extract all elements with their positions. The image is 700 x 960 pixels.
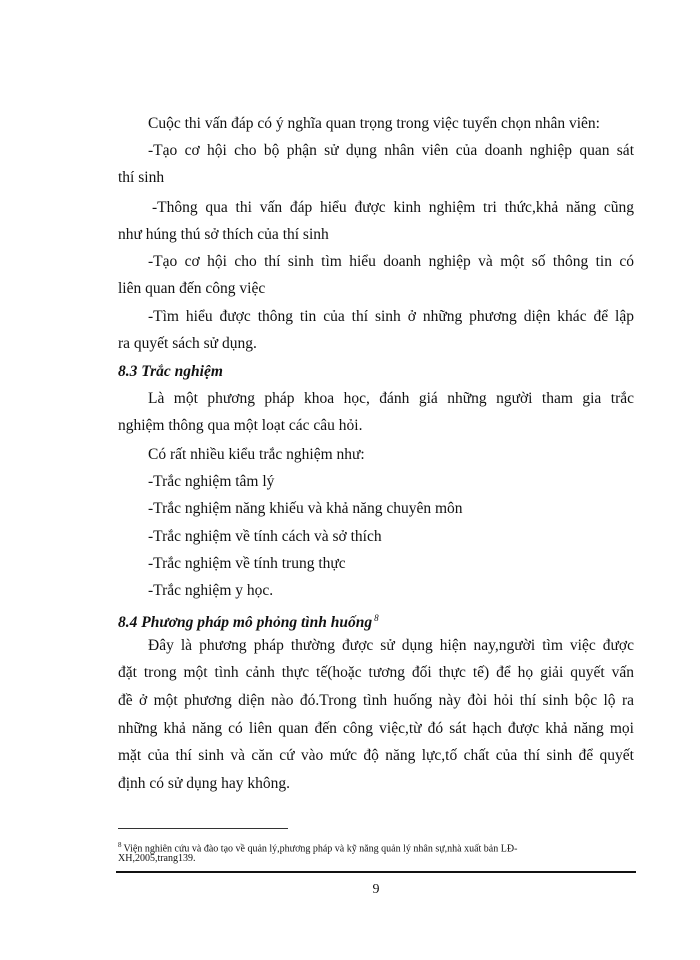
- paragraph-line: liên quan đến công việc: [118, 280, 266, 297]
- list-item: -Trắc nghiệm năng khiếu và khả năng chuyên môn: [148, 500, 463, 517]
- paragraph-line: những khả năng có liên quan đến công việc,từ đó sát hạch được khả năng mọi: [118, 720, 634, 737]
- paragraph-line: như húng thú sở thích của thí sinh: [118, 226, 329, 243]
- footnote-line: XH,2005,trang139.: [118, 853, 196, 864]
- paragraph-line: Cuộc thi vấn đáp có ý nghĩa quan trọng trong việc tuyển chọn nhân viên:: [148, 115, 600, 132]
- section-heading-text: 8.4 Phương pháp mô phỏng tình huống: [118, 614, 373, 632]
- list-item: -Trắc nghiệm y học.: [148, 582, 274, 599]
- paragraph-line: Có rất nhiều kiểu trắc nghiệm như:: [148, 446, 365, 463]
- paragraph-line: Đây là phương pháp thường được sử dụng hiện nay,người tìm việc được: [148, 637, 634, 654]
- list-item: -Trắc nghiệm tâm lý: [148, 473, 275, 490]
- paragraph-line: nghiệm thông qua một loạt các câu hỏi.: [118, 417, 363, 434]
- paragraph-line: định có sử dụng hay không.: [118, 775, 290, 792]
- paragraph-line: -Tạo cơ hội cho bộ phận sử dụng nhân viên của doanh nghiệp quan sát: [148, 142, 634, 159]
- footer-rule: [116, 871, 636, 873]
- section-heading: 8.3 Trắc nghiệm: [118, 363, 223, 380]
- paragraph-line: -Thông qua thi vấn đáp hiểu được kinh nghiệm tri thức,khả năng cũng: [152, 199, 634, 216]
- paragraph-line: đặt trong một tình cảnh thực tế(hoặc tương đối thực tế) để họ giải quyết vấn: [118, 664, 634, 681]
- paragraph-line: đề ở một phương diện nào đó.Trong tình huống này đòi hỏi thí sinh bộc lộ ra: [118, 692, 634, 709]
- paragraph-line: ra quyết sách sử dụng.: [118, 335, 257, 352]
- paragraph-line: mặt của thí sinh và căn cứ vào mức độ năng lực,tố chất của thí sinh để quyết: [118, 747, 634, 764]
- paragraph-line: Là một phương pháp khoa học, đánh giá những người tham gia trắc: [148, 390, 634, 407]
- paragraph-line: thí sinh: [118, 169, 165, 186]
- paragraph-line: -Tạo cơ hội cho thí sinh tìm hiểu doanh nghiệp và một số thông tin có: [148, 253, 634, 270]
- footnote-reference[interactable]: 8: [374, 613, 379, 623]
- paragraph-line: -Tìm hiểu được thông tin của thí sinh ở những phương diện khác để lập: [148, 308, 634, 325]
- list-item: -Trắc nghiệm về tính cách và sở thích: [148, 528, 382, 545]
- footnote-separator: [118, 828, 288, 829]
- footnote-text: Viện nghiên cứu và đào tạo về quản lý,phương pháp và kỹ năng quản lý nhân sự,nhà xuất bản LĐ-: [123, 843, 518, 855]
- page-number: 9: [372, 882, 380, 897]
- footnote-number: 8: [118, 841, 122, 849]
- list-item: -Trắc nghiệm về tính trung thực: [148, 555, 346, 572]
- section-heading: [118, 607, 634, 634]
